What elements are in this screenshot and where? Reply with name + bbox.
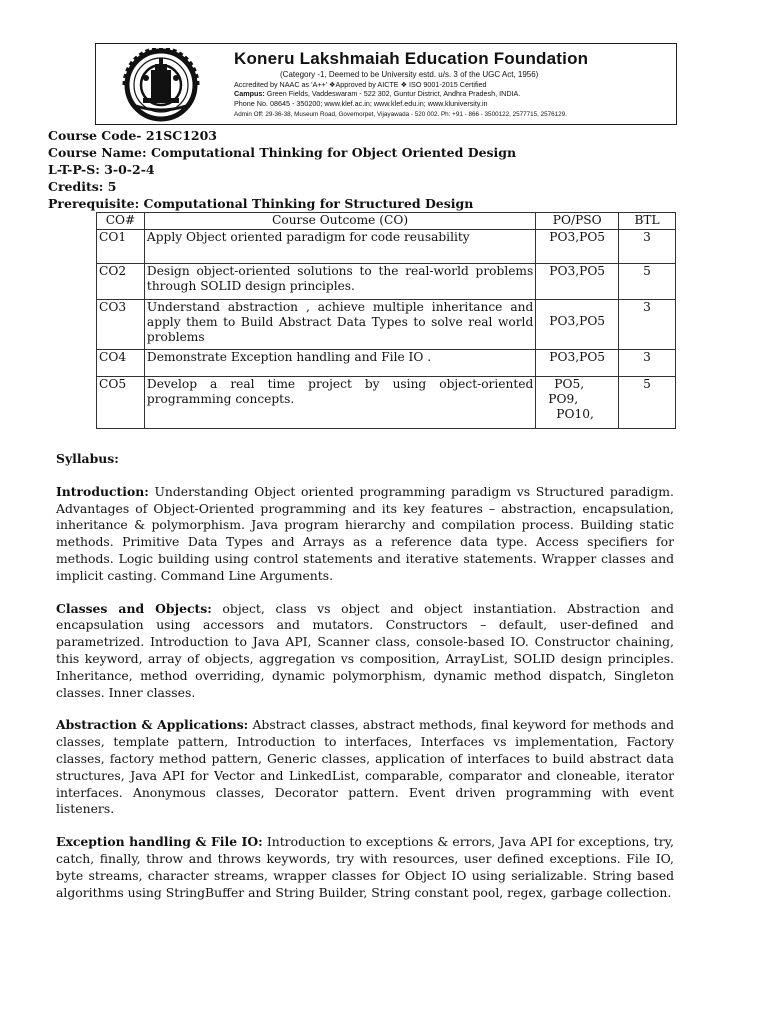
section-body: Introduction to exceptions & errors, Java API for exceptions, try, catch, finally, throw and throws keywords, try with resources, user defined exceptions. File IO, byte streams, character streams, wrapper classes for Object IO using serializable. String based algorithms using StringBuffer and String Builder, String constant pool, regex, garbage collection. <box>56 834 674 900</box>
campus-value: Green Fields, Vaddeswaram - 522 302, Guntur District, Andhra Pradesh, INDIA. <box>266 89 521 99</box>
table-header-row <box>97 213 676 230</box>
syllabus-section <box>56 834 674 901</box>
institution-name: Koneru Lakshmaiah Education Foundation <box>234 49 589 68</box>
section-title: Exception handling & File IO: <box>56 834 263 850</box>
header-btl: BTL <box>619 213 676 230</box>
co-po-cell <box>536 300 619 350</box>
co-po: PO3,PO5 <box>536 264 619 300</box>
co-btl: 3 <box>619 350 676 377</box>
co-outcome: Design object-oriented solutions to the real-world problems through SOLID design principles. <box>144 264 535 300</box>
table-row <box>97 377 676 429</box>
table-row <box>97 300 676 350</box>
admin-office-line: Admin Off: 29-36-38, Museum Road, Governorpet, Vijayawada - 520 002. Ph: +91 - 866 - 3500122, 2577715, 2576129. <box>234 111 567 119</box>
course-details <box>48 127 516 212</box>
syllabus-heading: Syllabus: <box>56 451 119 466</box>
section-title: Classes and Objects: <box>56 600 212 616</box>
section-body: Abstract classes, abstract methods, final keyword for methods and classes, template pattern, Introduction to interfaces, Interfaces vs implementation, Factory classes, factory method pattern, Generic classes, application of interfaces to build abstract data structures, Java API for Vector and LinkedList, comparable, comparator and cloneable, iterator interfaces. Anonymous classes, Decorator pattern. Event driven programming with event listeners. <box>56 717 674 817</box>
institution-category: (Category -1, Deemed to be University estd. u/s. 3 of the UGC Act, 1956) <box>280 70 539 79</box>
co-code: CO4 <box>97 350 145 377</box>
course-outcome-table <box>96 212 676 429</box>
co-btl: 3 <box>619 300 676 350</box>
letterhead <box>95 43 677 125</box>
co-btl: 5 <box>619 264 676 300</box>
table-row <box>97 264 676 300</box>
co-outcome: Demonstrate Exception handling and File IO . <box>144 350 535 377</box>
co-btl: 5 <box>619 377 676 429</box>
co-code: CO2 <box>97 264 145 300</box>
co-outcome: Develop a real time project by using object-oriented programming concepts. <box>144 377 535 429</box>
syllabus-section <box>56 717 674 818</box>
syllabus <box>56 451 674 917</box>
co-po-line: PO9, <box>548 392 579 406</box>
course-name: Course Name: Computational Thinking for Object Oriented Design <box>48 145 517 160</box>
co-po: PO3,PO5 <box>536 230 619 264</box>
header-po: PO/PSO <box>536 213 619 230</box>
course-prerequisite: Prerequisite: Computational Thinking for Structured Design <box>48 196 474 211</box>
co-outcome: Understand abstraction , achieve multiple inheritance and apply them to Build Abstract Data Types to solve real world problems <box>144 300 535 350</box>
campus-label: Campus: <box>234 89 265 99</box>
section-title: Introduction: <box>56 483 149 499</box>
accreditation-line: Accredited by NAAC as 'A++' ❖Approved by AICTE ❖ ISO 9001-2015 Certified <box>234 79 487 89</box>
table-row <box>97 350 676 377</box>
co-code: CO5 <box>97 377 145 429</box>
syllabus-section <box>56 484 674 585</box>
co-btl: 3 <box>619 230 676 264</box>
course-code: Course Code- 21SC1203 <box>48 128 217 143</box>
header-outcome: Course Outcome (CO) <box>144 213 535 230</box>
table-row <box>97 230 676 264</box>
co-po: PO3,PO5 <box>536 350 619 377</box>
co-po-line: PO10, <box>556 407 594 421</box>
co-po: PO3,PO5 <box>549 314 606 328</box>
co-po-cell <box>536 377 619 429</box>
section-title: Abstraction & Applications: <box>56 717 249 733</box>
syllabus-section <box>56 601 674 702</box>
university-seal-logo <box>106 48 216 122</box>
co-code: CO1 <box>97 230 145 264</box>
header-co: CO# <box>97 213 145 230</box>
co-po-line: PO5, <box>554 377 585 391</box>
campus-address <box>234 89 674 99</box>
course-ltps: L-T-P-S: 3-0-2-4 <box>48 162 155 177</box>
section-body: object, class vs object and object instantiation. Abstraction and encapsulation using accessors and mutators. Constructors – default, user-defined and parametrized. Introduction to Java API, Scanner class, console-based IO. Constructor chaining, this keyword, array of objects, aggregation vs composition, ArrayList, SOLID design principles. Inheritance, method overriding, dynamic polymorphism, dynamic method dispatch, Singleton classes. Inner classes. <box>56 600 674 700</box>
course-credits: Credits: 5 <box>48 179 117 194</box>
section-body: Understanding Object oriented programming paradigm vs Structured paradigm. Advantages of Object-Oriented programming and its key features – abstraction, encapsulation, inheritance & polymorphism. Java program hierarchy and compilation process. Building static methods. Primitive Data Types and Arrays as a reference data type. Access specifiers for methods. Logic building using control statements and iterative statements. Wrapper classes and implicit casting. Command Line Arguments. <box>56 483 674 583</box>
co-code: CO3 <box>97 300 145 350</box>
co-outcome: Apply Object oriented paradigm for code reusability <box>144 230 535 264</box>
contact-line: Phone No. 08645 - 350200; www.klef.ac.in; www.klef.edu.in; www.kluniversity.in <box>234 98 488 108</box>
